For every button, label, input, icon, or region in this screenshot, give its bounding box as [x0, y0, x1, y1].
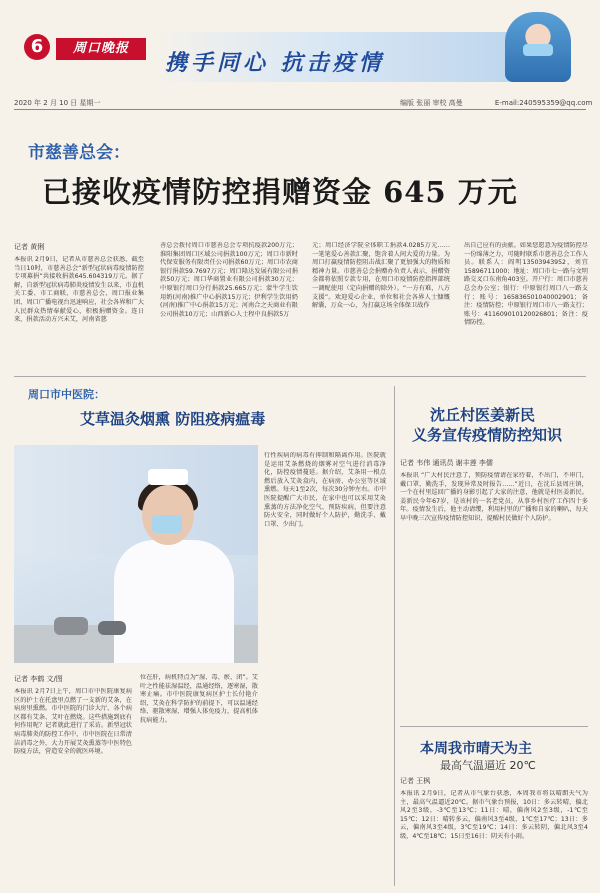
weather-divider	[400, 726, 588, 727]
editors: 编版 张丽 审校 高曼	[400, 99, 463, 107]
lead-byline: 记者 黄俐	[14, 243, 45, 251]
masthead	[0, 0, 600, 92]
village-headline-2: 义务宣传疫情防控知识	[412, 426, 563, 444]
tcm-body-mid: 位在肝，病机特点为“湿、毒、瘀、闭”。艾叶之性能祛湿温经，温通经络，逐寒湿，散寒止痛。市中医院康复病区护士长付艳介绍，艾灸在科学防护的前提下，可以温通经络、驱散寒湿、增强人体免疫力，提高机体抗病能力。	[140, 674, 258, 724]
slogan-text: 携手同心 抗击疫情	[165, 50, 385, 76]
weather-column	[400, 776, 588, 886]
lead-column-2	[160, 242, 298, 366]
nurse-photo	[14, 445, 258, 663]
tcm-byline: 记者 李鹤 文/图	[14, 675, 63, 683]
tcm-column-2	[140, 674, 258, 886]
weather-headline: 本周我市晴天为主	[420, 741, 532, 757]
lead-body-3: 元；周口经济学院全体职工捐款4.0285万元……一笔笔爱心善款汇聚，饱含着人间大爱的力量。为周口打赢疫情防控阻击战汇聚了更加强大的物质和精神力量。市慈善总会捐赠办负责人表示，捐赠资金都将依照专款专用，在周口市疫情防控指挥部统一调配使用（定向捐赠的除外）。“一方有难，八方支援”。欢迎爱心企业、单位和社会各界人士慷慨解囊，万众一心，为打赢这场全体保卫战作	[312, 242, 450, 310]
lead-column-4	[464, 242, 588, 366]
weather-byline: 记者 王枫	[400, 777, 431, 785]
lead-body-2: 善总会拨付周口市慈善总会专项抗疫款200万元；淮阳集团周口区域公司捐款100万元；周口市新时代保安服务有限责任公司捐款60万元；周口市农商银行捐款59.7697万元；周口隆达发展有限公司捐款50万元；周口华商置业有限公司捐款30万元；中原银行周口分行捐款25.665万元；蒙牛学生饮用奶(河南)推广中心捐款15万元；伊利学生饮用奶(河南)推广中心捐款15万元；河南合之天商业有限公司捐款10万元；山西新心人士程中良捐款5万	[160, 242, 298, 318]
lead-headline: 已接收疫情防控捐赠资金 645 万元	[42, 175, 518, 209]
page-number-badge: 6	[24, 34, 50, 60]
tcm-body-right: 行性疾病的病毒有抑制和隔离作用。医院就是运用艾条燃烧的烟雾对空气进行消毒净化，防控疫情蔓延。据介绍，艾条用一根点燃后放入艾灸盒内，在病房、办公室等区域熏燃。每天1至2次，每次30分钟左右。市中医院提醒广大市民，在家中也可以采用艾灸熏蒸的方法净化空气、预防疾病，但要注意防火安全，同时做好个人防护，勤洗手、戴口罩、少出门。	[264, 452, 386, 528]
tcm-column-3	[264, 452, 386, 882]
lead-body-1: 本报讯 2月9日，记者从市慈善总会获悉，截至当日10时，市慈善总会“新型冠状病毒疫情防控专项募捐”共接收捐款645.604319万元。据了解，自新型冠状病毒肺炎疫情发生以来，市直机关工委、市工商联、市慈善总会、周口报业集团、周口广播电视台迅速响应，社会各界和广大人民群众热情奉献爱心，积极捐赠资金。连日来，捐款活动方兴未艾，河南省慈	[14, 256, 144, 324]
tcm-body-left: 本报讯 2月7日上午，周口市中医院康复病区的护士在托盘里点燃了一支新的艾条，在病房里熏燃。市中医院的门诊大厅、各个病区都有艾条、艾叶在燃烧。这些措施到底有何作用呢？记者就此进行了采访。新型冠状病毒肺炎的防控工作中，市中医院在日常清洁消毒之外，大力开展艾灸熏蒸等中医特色防疫方法，营造安全的就医环境。	[14, 688, 132, 756]
village-body: 本报讯 “广大村民注意了，预防疫情请在家待着，不出门，不串门，戴口罩，勤洗手，发现异常及时报告……”近日，在沈丘县周庄镇，一个在村里巡回广播的身影引起了大家的注意，他就是村医姜新民。姜新民今年67岁，是该村的一名老党员，从事乡村医疗工作四十多年。疫情发生后，他主动请缨，利用村里的广播和自家的喇叭，每天早中晚三次宣传疫情防控知识，提醒村民做好个人防护。	[400, 472, 588, 522]
lead-column-3	[312, 242, 450, 366]
lead-column-1	[14, 242, 144, 368]
email: E-mail:240595359@qq.com	[494, 99, 593, 107]
village-byline: 记者 韦伟 通讯员 谢丰莲 李儒	[400, 459, 493, 467]
lead-body-4: 出自己应有的贡献。如果您愿意为疫情防控尽一份绵薄之力，可随时联系市慈善总会工作人员。联系人：阎明13503943952，刘宜 15896711000；地址：周口市七一路与文明路交叉口东南角403室。开户行：周口市慈善总会办公室；银行：中原银行周口八一路支行；账号：165836501040002901；备注：疫情防控；中原银行周口市八一路支行；账号：411609010120026801；备注：疫情防控。	[464, 242, 588, 327]
tcm-headline: 艾草温灸烟熏 防阻疫病瘟毒	[80, 410, 266, 428]
face-mask-icon	[523, 44, 553, 56]
tcm-kicker: 周口市中医院：	[28, 388, 105, 401]
lead-kicker: 市慈善总会：	[28, 143, 130, 163]
section-divider	[14, 376, 586, 377]
village-column	[400, 458, 588, 724]
paper-name-logo: 周口晚报	[56, 38, 146, 60]
column-divider	[394, 386, 395, 886]
weather-body: 本报讯 2月9日，记者从市气象台获悉，本周我市将以晴朗天气为主，最高气温逼近20℃。据市气象台预报，10日：多云转晴，偏北风2至3级，-3℃至13℃；11日：晴，偏南风2至3级，-1℃至15℃；12日：晴转多云，偏南风3至4级，1℃至17℃；13日：多云，偏南风3至4级，3℃至19℃；14日：多云转阴，偏北风3至4级，4℃至18℃；15日至16日：阴天有小雨。	[400, 790, 588, 840]
village-headline-1: 沈丘村医姜新民	[430, 406, 536, 424]
tcm-column-1	[14, 674, 132, 888]
masthead-rule	[14, 109, 586, 110]
dateline: 2020 年 2 月 10 日 星期一	[14, 99, 101, 107]
editor-line	[400, 98, 592, 108]
weather-subhead: 最高气温逼近 20℃	[440, 759, 536, 772]
